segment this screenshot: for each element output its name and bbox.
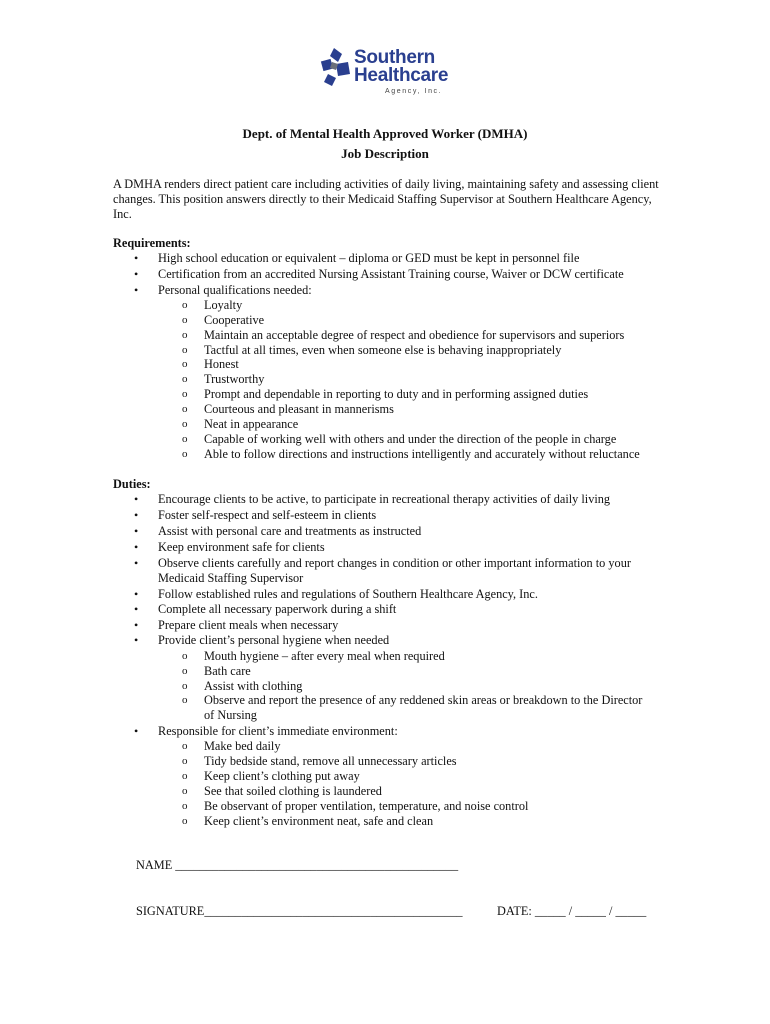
name-field[interactable]: NAME ______________________________________________ xyxy=(136,858,459,872)
environment-item: o Be observant of proper ventilation, temperature, and noise control xyxy=(204,799,528,814)
qualification-item: o Cooperative xyxy=(204,313,264,328)
environment-item: o Tidy bedside stand, remove all unnecessary articles xyxy=(204,754,457,769)
qualification-item: o Courteous and pleasant in mannerisms xyxy=(204,402,394,417)
logo-line-2: Healthcare xyxy=(354,65,449,86)
signature-field[interactable]: SIGNATURE__________________________________________ xyxy=(136,904,463,918)
duty-item: • Provide client’s personal hygiene when needed xyxy=(158,633,389,648)
company-logo-icon xyxy=(320,48,354,88)
duty-item: • Responsible for client’s immediate environment: xyxy=(158,724,398,739)
qualification-item: o Maintain an acceptable degree of respect and obedience for supervisors and superiors xyxy=(204,328,624,343)
environment-item: o Keep client’s environment neat, safe and clean xyxy=(204,814,433,829)
duty-item-continuation: Medicaid Staffing Supervisor xyxy=(158,571,304,585)
duty-item: • Observe clients carefully and report changes in condition or other important information to your xyxy=(158,556,631,571)
environment-item: o Make bed daily xyxy=(204,739,281,754)
duty-item: • Follow established rules and regulations of Southern Healthcare Agency, Inc. xyxy=(158,587,538,602)
environment-item: o See that soiled clothing is laundered xyxy=(204,784,382,799)
qualification-item: o Honest xyxy=(204,357,239,372)
document-subtitle: Job Description xyxy=(341,146,429,161)
requirements-heading: Requirements: xyxy=(113,236,191,250)
date-field[interactable]: DATE: _____ / _____ / _____ xyxy=(497,904,647,918)
hygiene-item: o Assist with clothing xyxy=(204,679,302,694)
duty-item: • Assist with personal care and treatments as instructed xyxy=(158,524,421,539)
duties-heading: Duties: xyxy=(113,477,151,491)
document-title: Dept. of Mental Health Approved Worker (DMHA) xyxy=(242,126,528,141)
hygiene-item: o Observe and report the presence of any reddened skin areas or breakdown to the Director xyxy=(204,693,642,708)
duty-item: • Foster self-respect and self-esteem in clients xyxy=(158,508,376,523)
hygiene-item: o Mouth hygiene – after every meal when required xyxy=(204,649,445,664)
hygiene-item: o Bath care xyxy=(204,664,251,679)
requirement-item: • High school education or equivalent – diploma or GED must be kept in personnel file xyxy=(158,251,579,266)
logo-line-3: Agency, Inc. xyxy=(385,88,443,95)
company-logo xyxy=(320,42,480,102)
duty-item: • Complete all necessary paperwork during a shift xyxy=(158,602,396,617)
duty-item: • Keep environment safe for clients xyxy=(158,540,325,555)
qualification-item: o Neat in appearance xyxy=(204,417,298,432)
requirement-item: • Certification from an accredited Nursing Assistant Training course, Waiver or DCW certificate xyxy=(158,267,624,282)
hygiene-item-continuation: of Nursing xyxy=(204,708,257,722)
duty-item: • Prepare client meals when necessary xyxy=(158,618,338,633)
requirement-item: • Personal qualifications needed: xyxy=(158,283,312,298)
qualification-item: o Trustworthy xyxy=(204,372,264,387)
qualification-item: o Prompt and dependable in reporting to duty and in performing assigned duties xyxy=(204,387,588,402)
qualification-item: o Loyalty xyxy=(204,298,242,313)
qualification-item: o Tactful at all times, even when someone else is behaving inappropriately xyxy=(204,343,561,358)
intro-paragraph: A DMHA renders direct patient care including activities of daily living, maintaining safety and assessing client changes. This position answers directly to their Medicaid Staffing Supervisor at Southern Healthcare Agency, Inc. xyxy=(113,177,659,221)
duty-item: • Encourage clients to be active, to participate in recreational therapy activities of daily living xyxy=(158,492,610,507)
logo-line-1: Southern xyxy=(354,47,435,68)
qualification-item: o Able to follow directions and instructions intelligently and accurately without reluctance xyxy=(204,447,640,462)
environment-item: o Keep client’s clothing put away xyxy=(204,769,360,784)
qualification-item: o Capable of working well with others and under the direction of the people in charge xyxy=(204,432,616,447)
